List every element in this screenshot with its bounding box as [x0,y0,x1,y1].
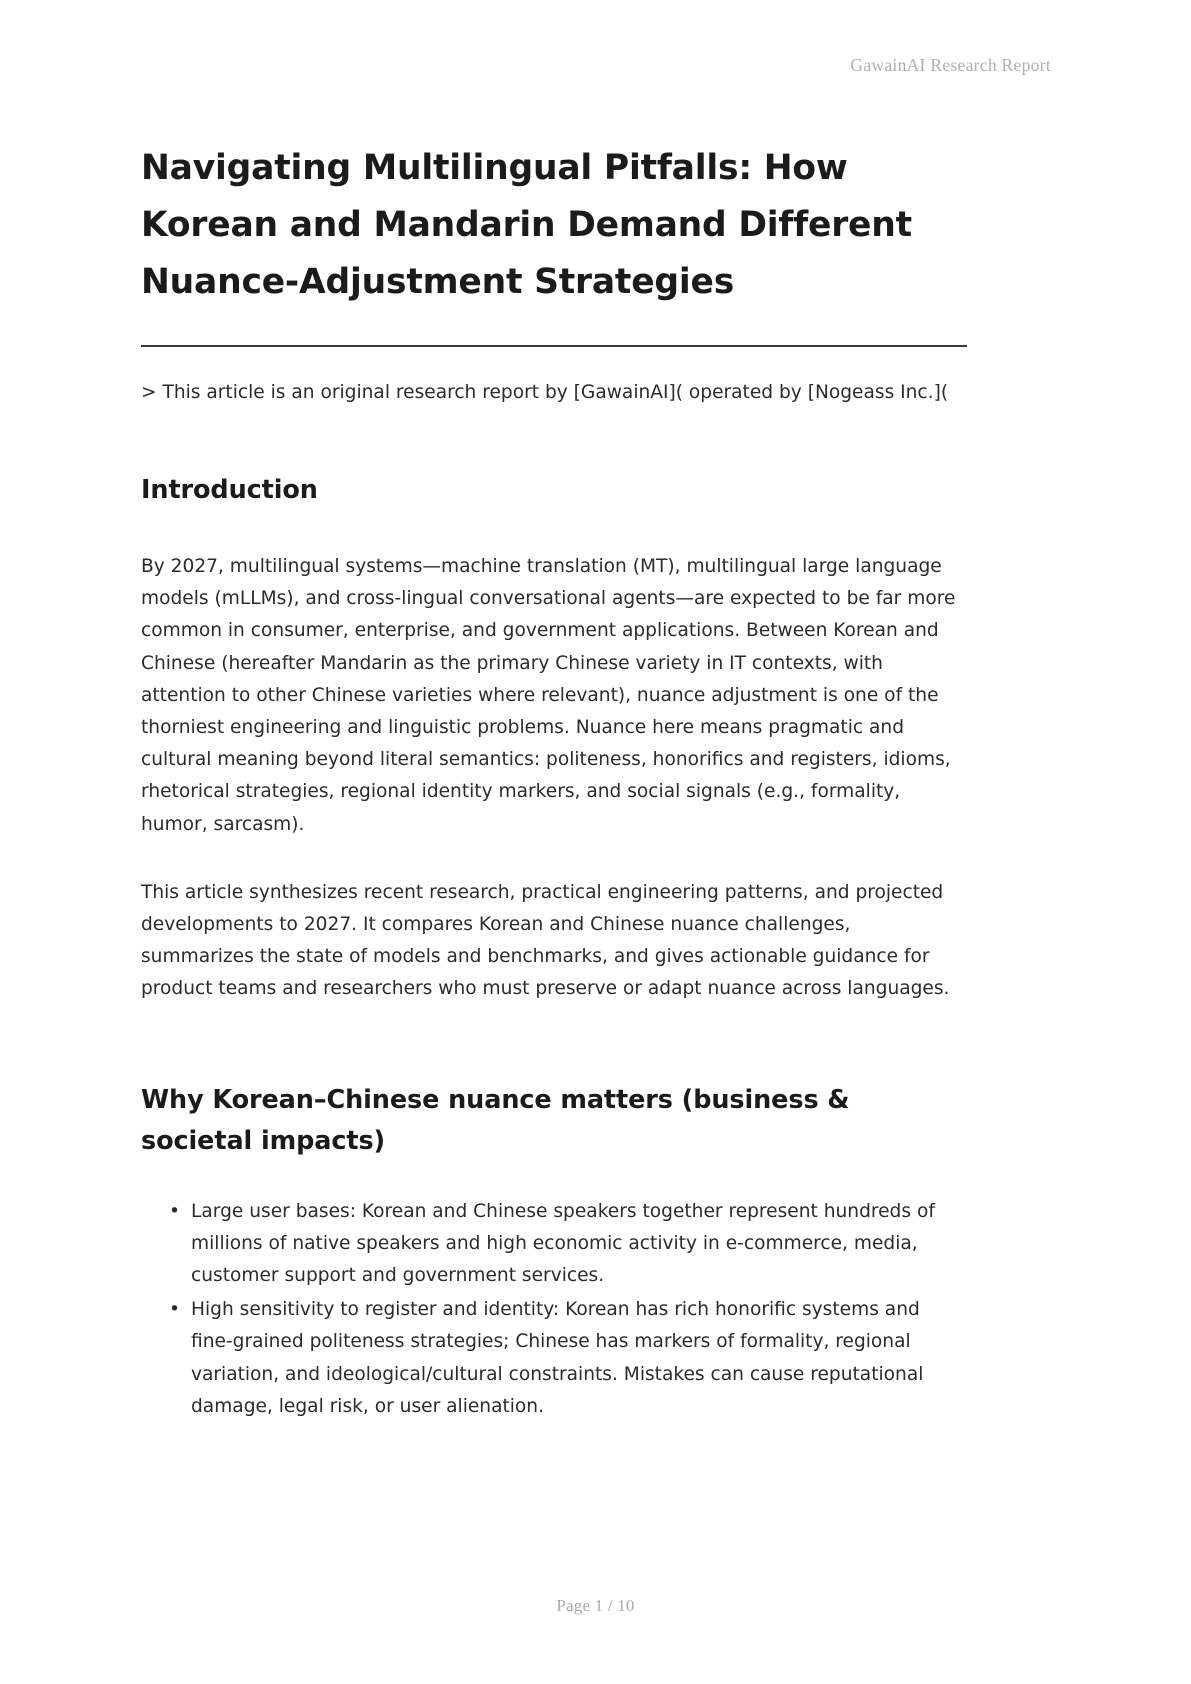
impacts-bullet-list [141,1162,967,1423]
bullet-dot-icon: • [169,1200,180,1222]
paragraph-introduction-2: This article synthesizes recent research, practical engineering patterns, and projected developments to 2027. It compares Korean and Chinese nuance challenges, summarizes the state of models and benchmarks, and gives actionable guidance for product teams and researchers who must preserve or adapt nuance across languages. [141,881,950,1000]
list-item [161,1294,967,1423]
paragraph-introduction-1: By 2027, multilingual systems—machine translation (MT), multilingual large language models (mLLMs), and cross-lingual conversational agents—are expected to be far more common in consumer, enterprise, and government applications. Between Korean and Chinese (hereafter Mandarin as the primary Chinese variety in IT contexts, with attention to other Chinese varieties where relevant), nuance adjustment is one of the thorniest engineering and linguistic problems. Nuance here means pragmatic and cultural meaning beyond literal semantics: politeness, honorifics and registers, idioms, rhetorical strategies, regional identity markers, and social signals (e.g., formality, humor, sarcasm). [141,556,956,835]
running-header: GawainAI Research Report [850,55,1051,75]
list-item-text: High sensitivity to register and identity: Korean has rich honorific systems and fine-grained politeness strategies; Chinese has markers of formality, regional variation, and ideological/cultural constraints. Mistakes can cause reputational damage, legal risk, or user alienation. [191,1299,924,1417]
source-blockquote: > This article is an original research report by [GawainAI]( operated by [Nogeass Inc.]( [141,382,949,403]
list-item [161,1196,967,1293]
page-title: Navigating Multilingual Pitfalls: How Korean and Mandarin Demand Different Nuance-Adjustment Strategies [141,148,912,302]
list-item-text: Large user bases: Korean and Chinese speakers together represent hundreds of millions of native speakers and high economic activity in e-commerce, media, customer support and government services. [191,1200,935,1287]
section-heading-introduction: Introduction [141,475,318,505]
bullet-dot-icon: • [169,1299,180,1321]
document-content [141,140,967,1423]
page-number-footer: Page 1 / 10 [556,1596,635,1615]
section-heading-why-nuance-matters: Why Korean–Chinese nuance matters (business & societal impacts) [141,1084,850,1156]
